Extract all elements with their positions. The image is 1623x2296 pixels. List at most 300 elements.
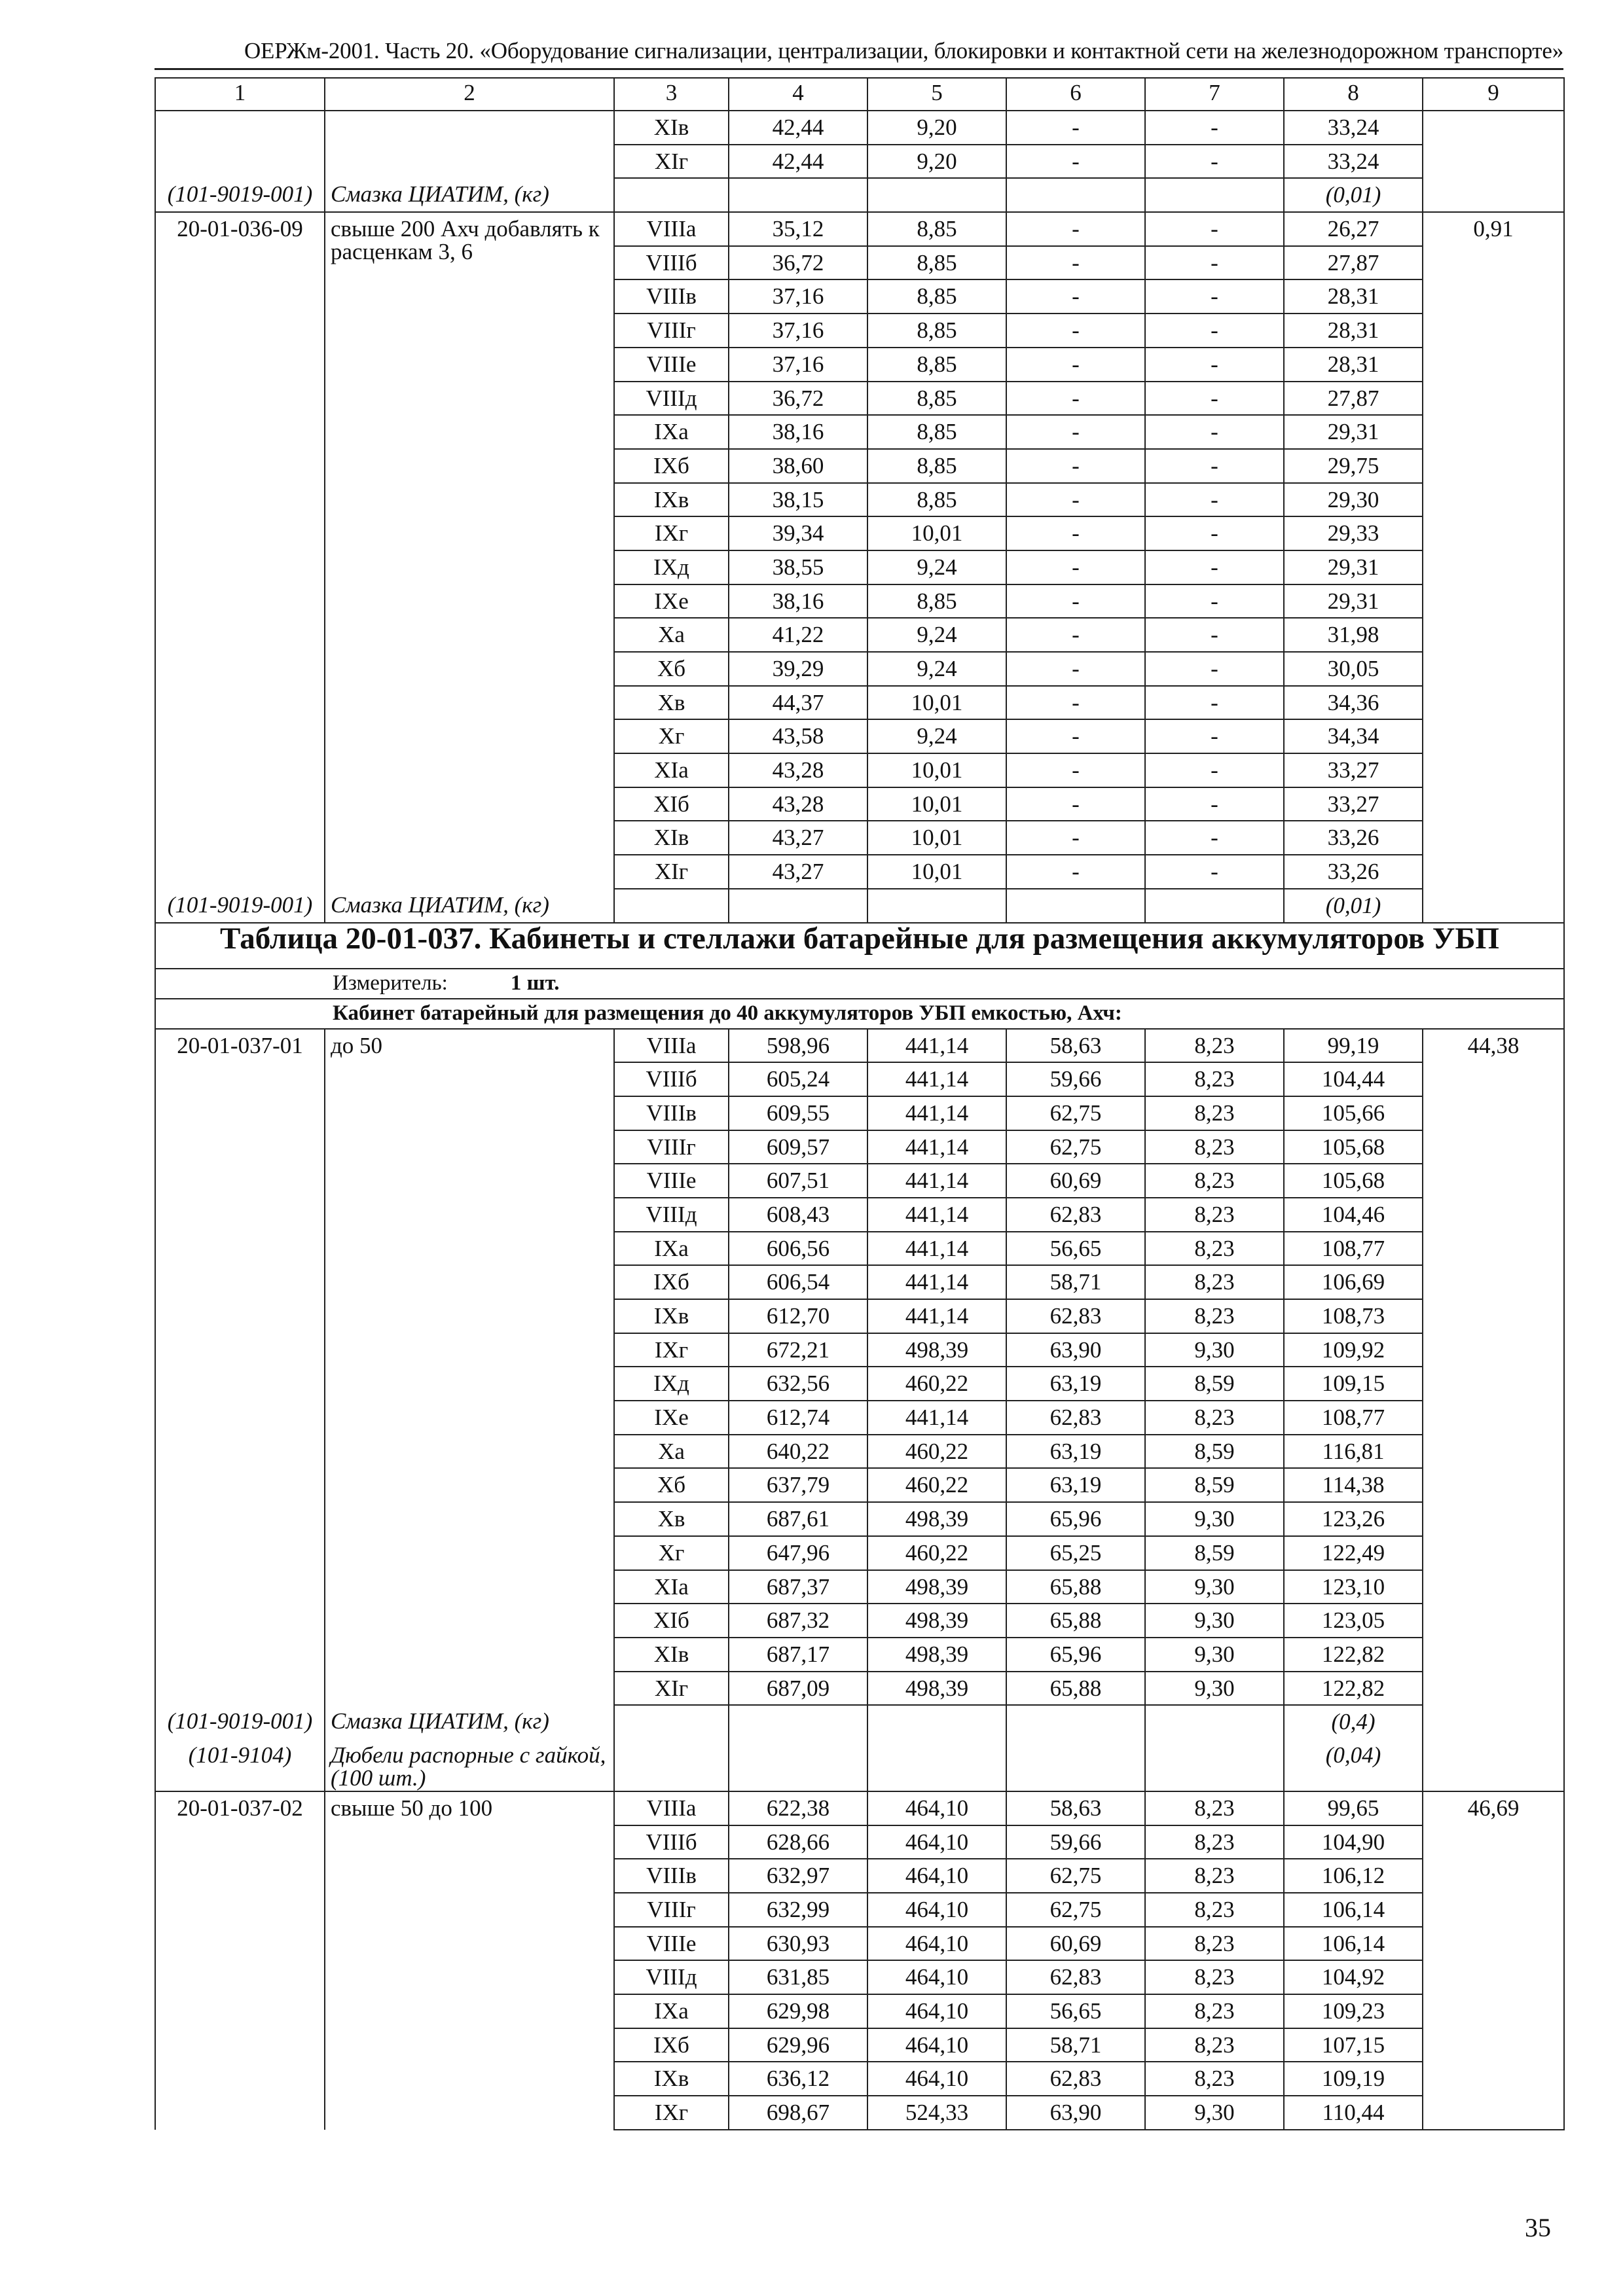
value-cell: - [1006, 348, 1145, 382]
value-cell: IXа [614, 1994, 729, 2028]
value-cell: 34,36 [1284, 686, 1423, 720]
value-cell: 38,16 [729, 415, 867, 449]
value-cell: 8,59 [1145, 1367, 1284, 1401]
rate-code: 20-01-037-02 [155, 1791, 325, 2130]
column-number: 3 [614, 78, 729, 111]
value-cell: 106,14 [1284, 1893, 1423, 1927]
value-cell: 29,31 [1284, 584, 1423, 619]
value-cell: - [1145, 415, 1284, 449]
value-cell: - [1006, 550, 1145, 584]
value-cell: - [1006, 145, 1145, 179]
value-cell: 441,14 [867, 1232, 1006, 1266]
value-cell: 107,15 [1284, 2028, 1423, 2062]
rate-col9: 44,38 [1423, 1029, 1564, 1791]
value-cell: 441,14 [867, 1401, 1006, 1435]
value-cell: 9,30 [1145, 1672, 1284, 1706]
value-cell: - [1145, 279, 1284, 314]
value-cell: 56,65 [1006, 1232, 1145, 1266]
value-cell: 29,30 [1284, 483, 1423, 517]
value-cell: 8,23 [1145, 1960, 1284, 1994]
value-cell: 122,49 [1284, 1536, 1423, 1570]
value-cell: 464,10 [867, 2028, 1006, 2062]
value-cell: - [1145, 483, 1284, 517]
value-cell: - [1006, 855, 1145, 889]
value-cell: 460,22 [867, 1468, 1006, 1502]
material-code: (101-9104) [155, 1739, 325, 1791]
value-cell: 441,14 [867, 1164, 1006, 1198]
value-cell: - [1006, 652, 1145, 686]
value-cell: 116,81 [1284, 1435, 1423, 1469]
column-number: 5 [867, 78, 1006, 111]
value-cell: VIIIв [614, 1096, 729, 1130]
value-cell: VIIIа [614, 1791, 729, 1825]
value-cell: - [1145, 314, 1284, 348]
value-cell: 464,10 [867, 1893, 1006, 1927]
empty-cell [614, 178, 729, 212]
value-cell: Xг [614, 719, 729, 753]
value-cell: 63,90 [1006, 2096, 1145, 2130]
value-cell: 33,24 [1284, 145, 1423, 179]
value-cell: 687,32 [729, 1604, 867, 1638]
value-cell: VIIIе [614, 348, 729, 382]
value-cell: 464,10 [867, 1927, 1006, 1961]
table-row [155, 212, 1564, 246]
value-cell: 99,19 [1284, 1029, 1423, 1063]
subheading-cell [155, 999, 1564, 1029]
value-cell: XIв [614, 111, 729, 145]
value-cell: VIIIа [614, 212, 729, 246]
value-cell: - [1006, 753, 1145, 787]
value-cell: IXб [614, 1265, 729, 1299]
value-cell: 441,14 [867, 1029, 1006, 1063]
value-cell: 44,37 [729, 686, 867, 720]
value-cell: 687,17 [729, 1638, 867, 1672]
value-cell: 28,31 [1284, 348, 1423, 382]
value-cell: 630,93 [729, 1927, 867, 1961]
value-cell: - [1145, 686, 1284, 720]
value-cell: 37,16 [729, 348, 867, 382]
value-cell: 123,10 [1284, 1570, 1423, 1604]
value-cell: 105,68 [1284, 1164, 1423, 1198]
column-number: 4 [729, 78, 867, 111]
value-cell: IXа [614, 415, 729, 449]
value-cell: 608,43 [729, 1198, 867, 1232]
value-cell: VIIIг [614, 1130, 729, 1164]
value-cell: IXд [614, 550, 729, 584]
value-cell: 8,85 [867, 279, 1006, 314]
value-cell: - [1145, 753, 1284, 787]
value-cell: - [1006, 212, 1145, 246]
value-cell: IXе [614, 1401, 729, 1435]
value-cell: 8,23 [1145, 1299, 1284, 1333]
value-cell: 8,23 [1145, 1825, 1284, 1859]
value-cell: 43,28 [729, 787, 867, 821]
rate-code: 20-01-037-01 [155, 1029, 325, 1706]
column-number: 8 [1284, 78, 1423, 111]
value-cell: 62,83 [1006, 2062, 1145, 2096]
value-cell: 8,23 [1145, 1791, 1284, 1825]
value-cell: 108,73 [1284, 1299, 1423, 1333]
value-cell: 8,85 [867, 449, 1006, 483]
value-cell: Xб [614, 1468, 729, 1502]
table-title: Таблица 20-01-037. Кабинеты и стеллажи батарейные для размещения аккумуляторов УБП [155, 923, 1564, 969]
value-cell: 31,98 [1284, 618, 1423, 652]
value-cell: 9,24 [867, 652, 1006, 686]
empty-cell [1145, 1739, 1284, 1791]
value-cell: - [1006, 246, 1145, 280]
value-cell: 10,01 [867, 686, 1006, 720]
column-number: 7 [1145, 78, 1284, 111]
value-cell: 8,23 [1145, 2028, 1284, 2062]
value-cell: 58,63 [1006, 1791, 1145, 1825]
value-cell: 498,39 [867, 1604, 1006, 1638]
material-value: (0,04) [1284, 1739, 1423, 1791]
value-cell: 609,57 [729, 1130, 867, 1164]
value-cell: 38,55 [729, 550, 867, 584]
column-number-row [155, 78, 1564, 111]
value-cell: 441,14 [867, 1062, 1006, 1096]
measure-unit: 1 шт. [510, 971, 560, 995]
material-row [155, 1705, 1564, 1739]
rate-col9: 46,69 [1423, 1791, 1564, 2130]
value-cell: - [1145, 382, 1284, 416]
value-cell: - [1145, 618, 1284, 652]
value-cell: VIIIв [614, 1859, 729, 1893]
table-row [155, 1791, 1564, 1825]
material-value: (0,01) [1284, 889, 1423, 923]
empty-cell [1006, 1739, 1145, 1791]
value-cell: - [1006, 618, 1145, 652]
value-cell: 63,19 [1006, 1367, 1145, 1401]
value-cell: 524,33 [867, 2096, 1006, 2130]
rate-description: свыше 200 Ахч добавлять к расценкам 3, 6 [325, 212, 614, 889]
value-cell: 63,90 [1006, 1333, 1145, 1367]
value-cell: 65,88 [1006, 1604, 1145, 1638]
value-cell: 99,65 [1284, 1791, 1423, 1825]
empty-cell [867, 1705, 1006, 1739]
value-cell: VIIIе [614, 1164, 729, 1198]
value-cell: - [1006, 279, 1145, 314]
value-cell: 65,88 [1006, 1570, 1145, 1604]
value-cell: VIIIд [614, 1198, 729, 1232]
material-value: (0,01) [1284, 178, 1423, 212]
value-cell: 10,01 [867, 753, 1006, 787]
value-cell: Xб [614, 652, 729, 686]
value-cell: - [1006, 686, 1145, 720]
column-number: 9 [1423, 78, 1564, 111]
value-cell: 441,14 [867, 1096, 1006, 1130]
value-cell: 27,87 [1284, 382, 1423, 416]
rate-col9: 0,91 [1423, 212, 1564, 922]
value-cell: VIIIе [614, 1927, 729, 1961]
value-cell: 36,72 [729, 382, 867, 416]
empty-cell [867, 889, 1006, 923]
value-cell: 29,75 [1284, 449, 1423, 483]
value-cell: 647,96 [729, 1536, 867, 1570]
value-cell: 498,39 [867, 1502, 1006, 1536]
value-cell: 441,14 [867, 1130, 1006, 1164]
value-cell: 65,25 [1006, 1536, 1145, 1570]
value-cell: 60,69 [1006, 1927, 1145, 1961]
column-number: 1 [155, 78, 325, 111]
value-cell: 65,96 [1006, 1502, 1145, 1536]
rate-code [155, 111, 325, 178]
value-cell: 8,23 [1145, 2062, 1284, 2096]
value-cell: 640,22 [729, 1435, 867, 1469]
value-cell: 29,33 [1284, 516, 1423, 550]
value-cell: 612,74 [729, 1401, 867, 1435]
value-cell: 606,54 [729, 1265, 867, 1299]
material-code: (101-9019-001) [155, 889, 325, 923]
value-cell: 9,20 [867, 111, 1006, 145]
page-number: 35 [1525, 2213, 1551, 2242]
empty-cell [867, 178, 1006, 212]
value-cell: 10,01 [867, 855, 1006, 889]
value-cell: 441,14 [867, 1299, 1006, 1333]
column-number: 6 [1006, 78, 1145, 111]
value-cell: 687,09 [729, 1672, 867, 1706]
value-cell: IXв [614, 1299, 729, 1333]
value-cell: 43,27 [729, 821, 867, 855]
value-cell: 37,16 [729, 314, 867, 348]
column-number: 2 [325, 78, 614, 111]
value-cell: 8,59 [1145, 1468, 1284, 1502]
value-cell: 29,31 [1284, 415, 1423, 449]
value-cell: - [1145, 821, 1284, 855]
value-cell: 9,30 [1145, 1333, 1284, 1367]
value-cell: 26,27 [1284, 212, 1423, 246]
value-cell: 8,23 [1145, 1927, 1284, 1961]
value-cell: 8,23 [1145, 1198, 1284, 1232]
value-cell: 8,85 [867, 246, 1006, 280]
value-cell: 8,59 [1145, 1536, 1284, 1570]
value-cell: - [1145, 855, 1284, 889]
value-cell: - [1006, 719, 1145, 753]
value-cell: 38,15 [729, 483, 867, 517]
value-cell: 108,77 [1284, 1401, 1423, 1435]
value-cell: 9,30 [1145, 1570, 1284, 1604]
value-cell: 10,01 [867, 821, 1006, 855]
value-cell: XIг [614, 855, 729, 889]
subheading-row [155, 999, 1564, 1029]
value-cell: 687,37 [729, 1570, 867, 1604]
rate-description [325, 111, 614, 178]
value-cell: - [1145, 449, 1284, 483]
value-cell: 106,69 [1284, 1265, 1423, 1299]
value-cell: 62,75 [1006, 1859, 1145, 1893]
value-cell: 9,24 [867, 719, 1006, 753]
measure-cell [155, 969, 1564, 999]
value-cell: VIIIд [614, 382, 729, 416]
value-cell: 8,85 [867, 348, 1006, 382]
empty-cell [1145, 1705, 1284, 1739]
value-cell: 441,14 [867, 1265, 1006, 1299]
table-title-row [155, 923, 1564, 969]
value-cell: IXа [614, 1232, 729, 1266]
value-cell: 8,23 [1145, 1029, 1284, 1063]
rate-description: свыше 50 до 100 [325, 1791, 614, 2130]
value-cell: 460,22 [867, 1435, 1006, 1469]
value-cell: IXе [614, 584, 729, 619]
value-cell: 33,27 [1284, 787, 1423, 821]
empty-cell [729, 1705, 867, 1739]
value-cell: 62,75 [1006, 1130, 1145, 1164]
value-cell: 123,26 [1284, 1502, 1423, 1536]
value-cell: 464,10 [867, 1825, 1006, 1859]
empty-cell [729, 1739, 867, 1791]
value-cell: 629,98 [729, 1994, 867, 2028]
value-cell: 698,67 [729, 2096, 867, 2130]
value-cell: 10,01 [867, 516, 1006, 550]
empty-cell [1006, 1705, 1145, 1739]
material-row [155, 889, 1564, 923]
value-cell: 631,85 [729, 1960, 867, 1994]
value-cell: 464,10 [867, 1960, 1006, 1994]
value-cell: 628,66 [729, 1825, 867, 1859]
material-row [155, 1739, 1564, 1791]
value-cell: - [1006, 787, 1145, 821]
value-cell: 8,85 [867, 314, 1006, 348]
value-cell: 60,69 [1006, 1164, 1145, 1198]
value-cell: IXб [614, 449, 729, 483]
value-cell: 62,75 [1006, 1096, 1145, 1130]
value-cell: 62,75 [1006, 1893, 1145, 1927]
value-cell: 33,26 [1284, 855, 1423, 889]
value-cell: 672,21 [729, 1333, 867, 1367]
value-cell: IXд [614, 1367, 729, 1401]
value-cell: - [1145, 145, 1284, 179]
value-cell: 65,96 [1006, 1638, 1145, 1672]
value-cell: VIIIд [614, 1960, 729, 1994]
value-cell: 8,85 [867, 212, 1006, 246]
value-cell: 464,10 [867, 1994, 1006, 2028]
value-cell: 687,61 [729, 1502, 867, 1536]
value-cell: 8,23 [1145, 1401, 1284, 1435]
value-cell: 464,10 [867, 2062, 1006, 2096]
value-cell: - [1006, 821, 1145, 855]
value-cell: - [1145, 719, 1284, 753]
value-cell: IXв [614, 483, 729, 517]
value-cell: 104,44 [1284, 1062, 1423, 1096]
value-cell: Xа [614, 618, 729, 652]
value-cell: 636,12 [729, 2062, 867, 2096]
value-cell: - [1145, 111, 1284, 145]
rates-table [155, 77, 1565, 2130]
empty-cell [614, 1705, 729, 1739]
empty-cell [1145, 889, 1284, 923]
value-cell: 10,01 [867, 787, 1006, 821]
value-cell: 105,68 [1284, 1130, 1423, 1164]
empty-cell [867, 1739, 1006, 1791]
material-name: Смазка ЦИАТИМ, (кг) [325, 889, 614, 923]
table-row [155, 1029, 1564, 1063]
value-cell: 8,85 [867, 382, 1006, 416]
value-cell: 62,83 [1006, 1960, 1145, 1994]
value-cell: - [1006, 415, 1145, 449]
value-cell: - [1145, 348, 1284, 382]
measure-row [155, 969, 1564, 999]
value-cell: XIг [614, 1672, 729, 1706]
value-cell: 58,71 [1006, 2028, 1145, 2062]
value-cell: 29,31 [1284, 550, 1423, 584]
value-cell: 9,30 [1145, 1638, 1284, 1672]
value-cell: 104,90 [1284, 1825, 1423, 1859]
value-cell: 105,66 [1284, 1096, 1423, 1130]
value-cell: 34,34 [1284, 719, 1423, 753]
material-value: (0,4) [1284, 1705, 1423, 1739]
value-cell: 59,66 [1006, 1825, 1145, 1859]
measure-label: Измеритель: [333, 971, 448, 995]
value-cell: 65,88 [1006, 1672, 1145, 1706]
value-cell: 637,79 [729, 1468, 867, 1502]
value-cell: - [1006, 516, 1145, 550]
value-cell: 8,23 [1145, 1164, 1284, 1198]
empty-cell [614, 1739, 729, 1791]
rate-col9 [1423, 111, 1564, 212]
value-cell: 629,96 [729, 2028, 867, 2062]
value-cell: 9,20 [867, 145, 1006, 179]
value-cell: 8,85 [867, 483, 1006, 517]
value-cell: 108,77 [1284, 1232, 1423, 1266]
value-cell: VIIIв [614, 279, 729, 314]
value-cell: 498,39 [867, 1333, 1006, 1367]
value-cell: 498,39 [867, 1672, 1006, 1706]
value-cell: XIг [614, 145, 729, 179]
value-cell: - [1006, 483, 1145, 517]
value-cell: 104,46 [1284, 1198, 1423, 1232]
empty-cell [1145, 178, 1284, 212]
value-cell: 607,51 [729, 1164, 867, 1198]
material-name: Смазка ЦИАТИМ, (кг) [325, 178, 614, 212]
value-cell: VIIIб [614, 246, 729, 280]
value-cell: VIIIа [614, 1029, 729, 1063]
value-cell: 123,05 [1284, 1604, 1423, 1638]
value-cell: 35,12 [729, 212, 867, 246]
value-cell: 9,30 [1145, 1502, 1284, 1536]
value-cell: 460,22 [867, 1367, 1006, 1401]
value-cell: 109,23 [1284, 1994, 1423, 2028]
value-cell: - [1145, 246, 1284, 280]
value-cell: 9,24 [867, 550, 1006, 584]
value-cell: 106,12 [1284, 1859, 1423, 1893]
value-cell: 464,10 [867, 1791, 1006, 1825]
value-cell: 460,22 [867, 1536, 1006, 1570]
value-cell: 632,99 [729, 1893, 867, 1927]
empty-cell [729, 889, 867, 923]
value-cell: 632,97 [729, 1859, 867, 1893]
value-cell: VIIIб [614, 1825, 729, 1859]
value-cell: 122,82 [1284, 1638, 1423, 1672]
value-cell: XIа [614, 753, 729, 787]
value-cell: XIб [614, 1604, 729, 1638]
value-cell: - [1145, 516, 1284, 550]
value-cell: 8,23 [1145, 1994, 1284, 2028]
value-cell: IXг [614, 516, 729, 550]
material-code: (101-9019-001) [155, 178, 325, 212]
value-cell: 43,28 [729, 753, 867, 787]
value-cell: 42,44 [729, 145, 867, 179]
value-cell: 8,23 [1145, 1893, 1284, 1927]
value-cell: 28,31 [1284, 279, 1423, 314]
value-cell: 63,19 [1006, 1468, 1145, 1502]
subheading-text: Кабинет батарейный для размещения до 40 аккумуляторов УБП емкостью, Ахч: [333, 1001, 1122, 1025]
value-cell: 606,56 [729, 1232, 867, 1266]
value-cell: - [1145, 550, 1284, 584]
value-cell: XIа [614, 1570, 729, 1604]
value-cell: 56,65 [1006, 1994, 1145, 2028]
value-cell: 41,22 [729, 618, 867, 652]
value-cell: 33,24 [1284, 111, 1423, 145]
